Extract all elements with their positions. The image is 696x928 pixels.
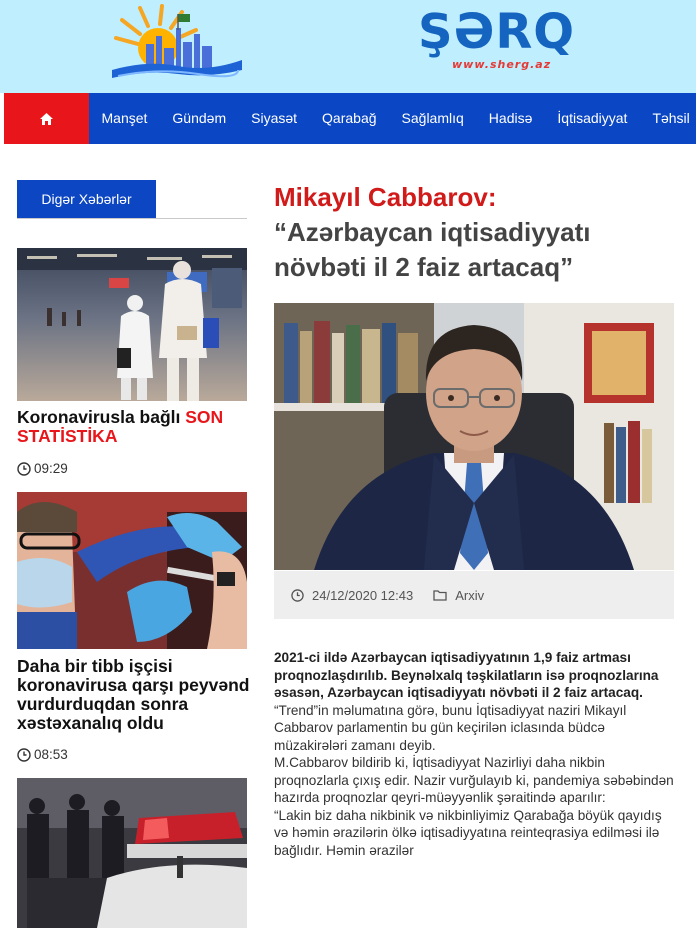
sidebar-divider — [17, 218, 247, 219]
news-title-highlight: SON STATİSTİKA — [17, 407, 224, 446]
article-date-value: 24/12/2020 12:43 — [312, 587, 414, 603]
news-time-value: 09:29 — [34, 461, 68, 476]
nav-item-manset[interactable]: Manşet — [101, 110, 148, 126]
article-title-name: Mikayıl Cabbarov: — [274, 182, 497, 212]
nav-home-button[interactable] — [4, 93, 89, 144]
logo-url: www.sherg.az — [452, 58, 552, 71]
folder-icon — [433, 589, 447, 601]
other-news-tab[interactable]: Digər Xəbərlər — [17, 180, 156, 218]
nav-item-qarabag[interactable]: Qarabağ — [322, 110, 377, 126]
home-icon — [40, 113, 53, 125]
article-photo-minister — [274, 303, 674, 570]
city-sunrise-logo[interactable] — [108, 4, 242, 82]
article-category-link[interactable]: Arxiv — [455, 587, 485, 603]
nav-item-tehsil[interactable]: Təhsil — [652, 110, 690, 126]
news-image-airport[interactable] — [17, 248, 247, 401]
news-title-vaccine[interactable]: Daha bir tibb işçisi koronavirusa qarşı peyvənd vurdurduqdan sonra xəstəxanalıq oldu — [17, 656, 250, 733]
main-navigation — [4, 93, 696, 144]
article-paragraph: M.Cabbarov bildirib ki, İqtisadiyyat Nazirliyi daha nikbin proqnozlarla çıxış edir. Nazir vurğulayıb ki, pandemiya səbəbindən hazırda proqnozlar qeyri-müəyyənlik şəraitində aparılır: — [274, 755, 674, 805]
article-paragraph: “Trend”in məlumatına görə, bunu İqtisadiyyat naziri Mikayıl Cabbarov parlamentin bu gün keçirilən iclasında büdcə müzakirələri zamanı deyib. — [274, 702, 627, 753]
article-date — [291, 588, 413, 603]
nav-item-siyaset[interactable]: Siyasət — [251, 110, 298, 126]
article-meta-bar — [274, 571, 674, 619]
logo-text: ŞƏRQ — [418, 4, 576, 60]
news-time — [17, 461, 68, 476]
news-image-police[interactable] — [17, 778, 247, 928]
news-title-statistics[interactable] — [17, 408, 253, 446]
news-image-vaccine[interactable] — [17, 492, 247, 649]
clock-icon — [17, 462, 31, 476]
article-paragraph: “Lakin biz daha nikbinik və nikbinliyimiz Qarabağa böyük qayıdış və həmin ərazilərin ölkə iqtisadiyyatına reinteqrasiya edilməsi ilə bağlıdır. Həmin ərazilər — [274, 807, 662, 858]
site-header — [0, 0, 696, 93]
nav-item-gundem[interactable]: Gündəm — [172, 110, 227, 126]
article-body — [274, 649, 679, 859]
nav-item-hadise[interactable]: Hadisə — [488, 110, 533, 126]
nav-item-saglamliq[interactable]: Sağlamlıq — [401, 110, 464, 126]
article-title-quote: “Azərbaycan iqtisadiyyatı növbəti il 2 faiz artacaq” — [274, 217, 591, 282]
nav-item-iqtisadiyyat[interactable]: İqtisadiyyat — [557, 110, 628, 126]
article-title — [274, 180, 684, 285]
clock-icon — [17, 748, 31, 762]
clock-icon — [291, 589, 304, 602]
news-time — [17, 747, 68, 762]
site-logo[interactable] — [418, 0, 618, 80]
article-category[interactable] — [433, 588, 484, 603]
news-time-value: 08:53 — [34, 747, 68, 762]
article-lead: 2021-ci ildə Azərbaycan iqtisadiyyatının 1,9 faiz artması proqnozlaşdırılıb. Beynəlxalq təşkilatların isə proqnozlarına əsasən, Azərbaycan iqtisadiyyatı növbəti il 2 faiz artacaq. — [274, 650, 659, 700]
news-title-text: Koronavirusla bağlı — [17, 407, 186, 427]
